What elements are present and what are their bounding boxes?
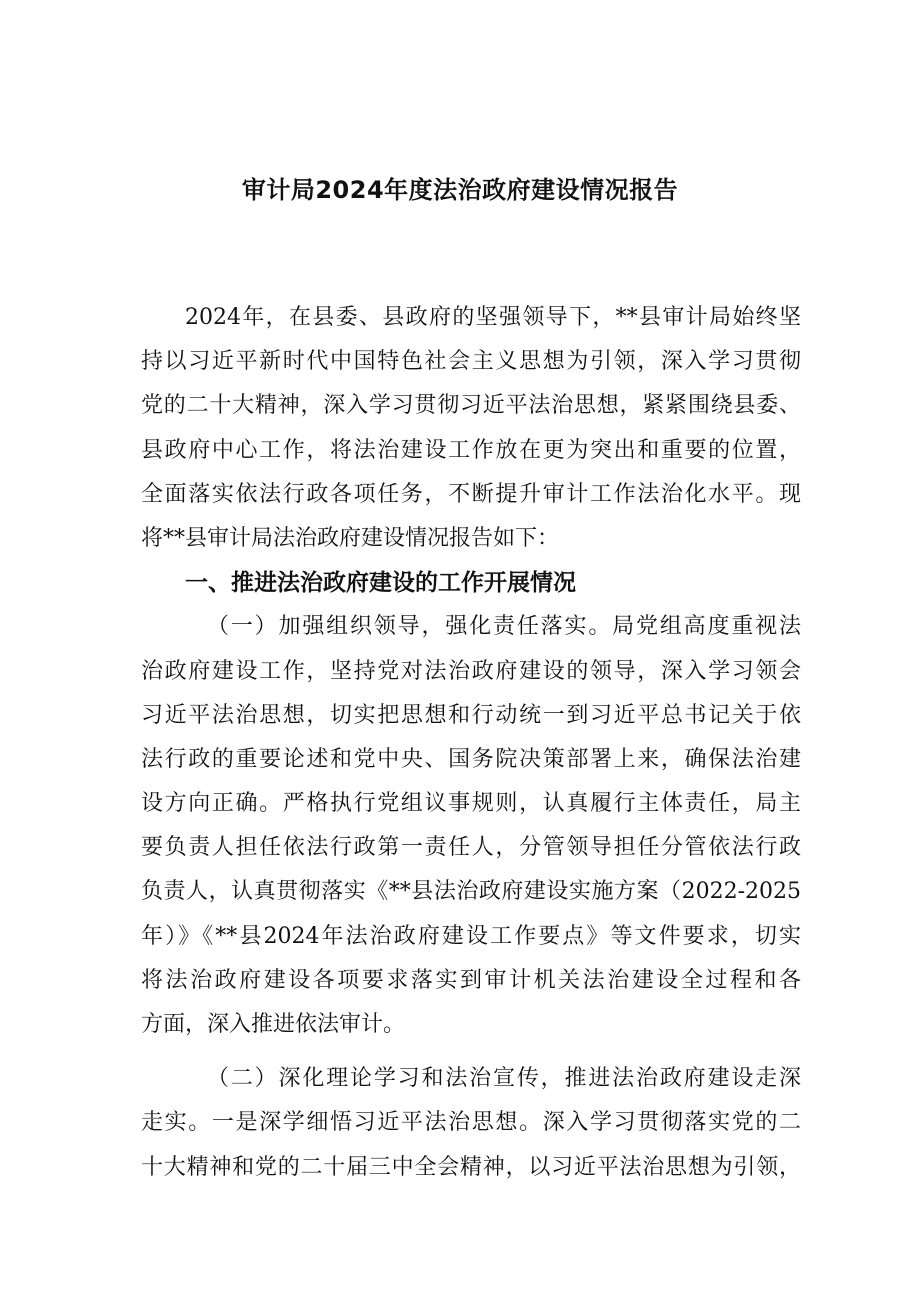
paragraph-line: 法行政的重要论述和党中央、国务院决策部署上来，确保法治建 (141, 746, 801, 772)
paragraph-line: （二）深化理论学习和法治宣传，推进法治政府建设走深 (207, 1066, 801, 1092)
paragraph-one (141, 605, 801, 1047)
intro-line: 县政府中心工作，将法治建设工作放在更为突出和重要的位置， (141, 437, 801, 463)
paragraph-line: 习近平法治思想，切实把思想和行动统一到习近平总书记关于依 (141, 702, 801, 728)
intro-paragraph (141, 296, 801, 561)
intro-line: 全面落实依法行政各项任务，不断提升审计工作法治化水平。现 (141, 481, 801, 507)
paragraph-line: 将法治政府建设各项要求落实到审计机关法治建设全过程和各 (141, 967, 801, 993)
intro-line: 党的二十大精神，深入学习贯彻习近平法治思想，紧紧围绕县委、 (141, 393, 801, 419)
section-heading: 一、推进法治政府建设的工作开展情况 (185, 570, 576, 597)
paragraph-line: 年）》《**县2024年法治政府建设工作要点》等文件要求，切实 (141, 923, 801, 949)
paragraph-line: 负责人，认真贯彻落实《**县法治政府建设实施方案（2022-2025 (141, 879, 801, 905)
paragraph-line: 方面，深入推进依法审计。 (141, 1012, 406, 1037)
paragraph-line: 设方向正确。严格执行党组议事规则，认真履行主体责任，局主 (141, 791, 801, 817)
paragraph-spacer (141, 1047, 801, 1057)
document-body (141, 296, 801, 1190)
paragraph-line: 治政府建设工作，坚持党对法治政府建设的领导，深入学习领会 (141, 658, 801, 684)
intro-line: 持以习近平新时代中国特色社会主义思想为引领，深入学习贯彻 (141, 349, 801, 375)
paragraph-line: 要负责人担任依法行政第一责任人，分管领导担任分管依法行政 (141, 835, 801, 861)
paragraph-line: 十大精神和党的二十届三中全会精神，以习近平法治思想为引领， (141, 1154, 801, 1180)
paragraph-line: （一）加强组织领导，强化责任落实。局党组高度重视法 (207, 614, 801, 640)
intro-line: 将**县审计局法治政府建设情况报告如下： (141, 525, 560, 551)
paragraph-two (141, 1057, 801, 1190)
intro-line: 2024年，在县委、县政府的坚强领导下，**县审计局始终坚 (185, 305, 801, 330)
paragraph-line: 走实。一是深学细悟习近平法治思想。深入学习贯彻落实党的二 (141, 1110, 801, 1136)
document-title: 审计局2024年度法治政府建设情况报告 (241, 176, 679, 204)
